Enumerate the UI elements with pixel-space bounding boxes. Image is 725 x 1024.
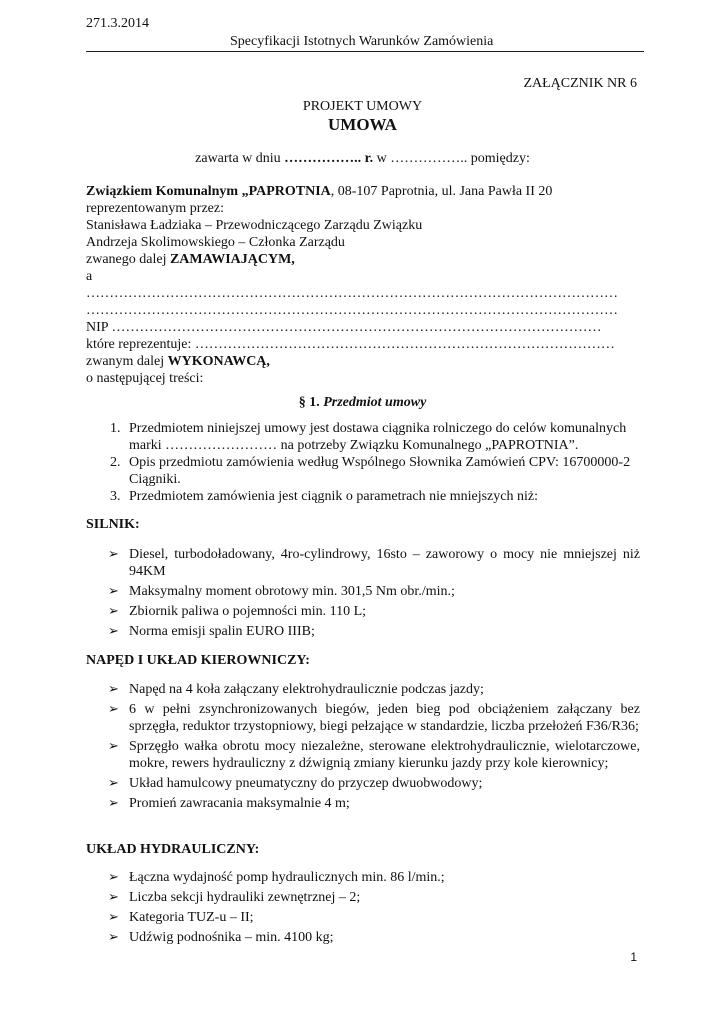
- arrow-bullet-icon: ➢: [108, 702, 119, 717]
- contractor-role: WYKONAWCĄ,: [167, 354, 270, 369]
- parties-block: [86, 183, 646, 387]
- concluded-date: …………….. r.: [284, 151, 374, 166]
- list-item: [108, 583, 640, 600]
- item-number: 1.: [110, 421, 121, 436]
- engine-list: [108, 546, 640, 640]
- section-1-heading: [0, 394, 725, 411]
- arrow-bullet-icon: ➢: [108, 604, 119, 619]
- list-item: [108, 909, 640, 926]
- concluded-place: ……………..: [390, 151, 468, 166]
- item-text: Norma emisji spalin EURO IIIB;: [129, 624, 315, 639]
- list-item: [108, 701, 640, 735]
- list-item: [108, 738, 640, 772]
- ordering-party-role: ZAMAWIAJĄCYM,: [169, 252, 295, 267]
- header-doc-title: Specyfikacji Istotnych Warunków Zamówienia: [230, 34, 494, 49]
- contractor-dots-1: ……………………………………………………………………………………………………: [86, 286, 618, 301]
- arrow-bullet-icon: ➢: [108, 547, 119, 562]
- list-item: [108, 623, 640, 640]
- page-number: 1: [630, 950, 637, 964]
- ordering-party-line: [86, 251, 646, 268]
- and-word: a: [86, 269, 93, 284]
- called-prefix: zwanego dalej: [86, 252, 170, 267]
- project-title: PROJEKT UMOWY: [302, 99, 423, 114]
- representative-1: Stanisława Ładziaka – Przewodniczącego Zarządu Związku: [86, 218, 423, 233]
- arrow-bullet-icon: ➢: [108, 870, 119, 885]
- item-text: Przedmiotem niniejszej umowy jest dostawa ciągnika rolniczego do celów komunalnych marki …………………… na potrzeby Związku Komunalnego „PAPROTNIA”.: [129, 421, 627, 453]
- item-text: Sprzęgło wałka obrotu mocy niezależne, sterowane elektrohydraulicznie, wielotarczowe, mokre, rewers hydrauliczny z dźwignią zmiany kierunku jazdy przy kole kierownicy;: [129, 739, 640, 771]
- header-divider: [86, 51, 644, 52]
- list-item: [108, 681, 640, 698]
- item-text: Maksymalny moment obrotowy min. 301,5 Nm obr./min.;: [129, 584, 455, 599]
- arrow-bullet-icon: ➢: [108, 739, 119, 754]
- union-line: [86, 183, 646, 200]
- arrow-bullet-icon: ➢: [108, 624, 119, 639]
- arrow-bullet-icon: ➢: [108, 584, 119, 599]
- contractor-prefix: zwanym dalej: [86, 354, 168, 369]
- arrow-bullet-icon: ➢: [108, 796, 119, 811]
- list-item: [108, 795, 640, 812]
- concluded-suffix: pomiędzy:: [467, 151, 530, 166]
- represented-by: reprezentowanym przez:: [86, 201, 224, 216]
- item-text: Liczba sekcji hydrauliki zewnętrznej – 2;: [129, 890, 361, 905]
- annex-label: ZAŁĄCZNIK NR 6: [523, 76, 637, 91]
- drive-heading: NAPĘD I UKŁAD KIEROWNICZY:: [86, 653, 310, 668]
- drive-list: [108, 681, 640, 812]
- union-address: , 08-107 Paprotnia, ul. Jana Pawła II 20: [330, 184, 553, 199]
- representative-2: Andrzeja Skolimowskiego – Członka Zarządu: [86, 235, 345, 250]
- header-date: 271.3.2014: [86, 16, 149, 31]
- list-item: [108, 869, 640, 886]
- concluded-line: [0, 150, 725, 167]
- item-text: Łączna wydajność pomp hydraulicznych min. 86 l/min.;: [129, 870, 445, 885]
- arrow-bullet-icon: ➢: [108, 890, 119, 905]
- union-name: Związkiem Komunalnym „PAPROTNIA: [86, 184, 331, 199]
- main-title: UMOWA: [328, 115, 397, 134]
- list-item: [108, 929, 640, 946]
- item-text: Promień zawracania maksymalnie 4 m;: [129, 796, 350, 811]
- concluded-middle: w: [373, 151, 391, 166]
- list-item: [108, 546, 640, 580]
- item-number: 2.: [110, 455, 121, 470]
- item-text: Kategoria TUZ-u – II;: [129, 910, 254, 925]
- section-1-list: [110, 420, 640, 505]
- item-text: 6 w pełni zsynchronizowanych biegów, jeden bieg pod obciążeniem załączany bez sprzęgła, reduktor trzystopniowy, biegi pełzające w standardzie, liczba przełożeń F36/R36;: [129, 702, 640, 734]
- item-text: Napęd na 4 koła załączany elektrohydraulicznie podczas jazdy;: [129, 682, 484, 697]
- engine-heading: SILNIK:: [86, 517, 140, 532]
- item-text: Opis przedmiotu zamówienia według Wspólnego Słownika Zamówień CPV: 16700000-2 Ciągniki.: [129, 455, 631, 487]
- item-number: 3.: [110, 489, 121, 504]
- item-text: Udźwig podnośnika – min. 4100 kg;: [129, 930, 334, 945]
- list-item: [108, 603, 640, 620]
- list-item: [108, 889, 640, 906]
- following-line: o następującej treści:: [86, 371, 204, 386]
- list-item: [110, 454, 640, 488]
- hydraulic-heading: UKŁAD HYDRAULICZNY:: [86, 842, 260, 857]
- represents-line: które reprezentuje: ………………………………………………………………………………: [86, 337, 615, 352]
- list-item: [110, 420, 640, 454]
- item-text: Diesel, turbodoładowany, 4ro-cylindrowy, 16sto – zaworowy o mocy nie mniejszej niż 94KM: [129, 547, 640, 579]
- section-1-title: Przedmiot umowy: [323, 395, 427, 410]
- item-text: Układ hamulcowy pneumatyczny do przyczep dwuobwodowy;: [129, 776, 483, 791]
- list-item: [108, 775, 640, 792]
- section-1-number: § 1.: [298, 395, 320, 410]
- arrow-bullet-icon: ➢: [108, 682, 119, 697]
- item-text: Przedmiotem zamówienia jest ciągnik o parametrach nie mniejszych niż:: [129, 489, 538, 504]
- contractor-line: [86, 353, 646, 370]
- item-text: Zbiornik paliwa o pojemności min. 110 L;: [129, 604, 367, 619]
- nip-line: NIP ……………………………………………………………………………………………: [86, 320, 602, 335]
- arrow-bullet-icon: ➢: [108, 930, 119, 945]
- list-item: [110, 488, 640, 505]
- contractor-dots-2: ……………………………………………………………………………………………………: [86, 303, 618, 318]
- hydraulic-list: [108, 869, 640, 946]
- arrow-bullet-icon: ➢: [108, 776, 119, 791]
- arrow-bullet-icon: ➢: [108, 910, 119, 925]
- concluded-prefix: zawarta w dniu: [195, 151, 285, 166]
